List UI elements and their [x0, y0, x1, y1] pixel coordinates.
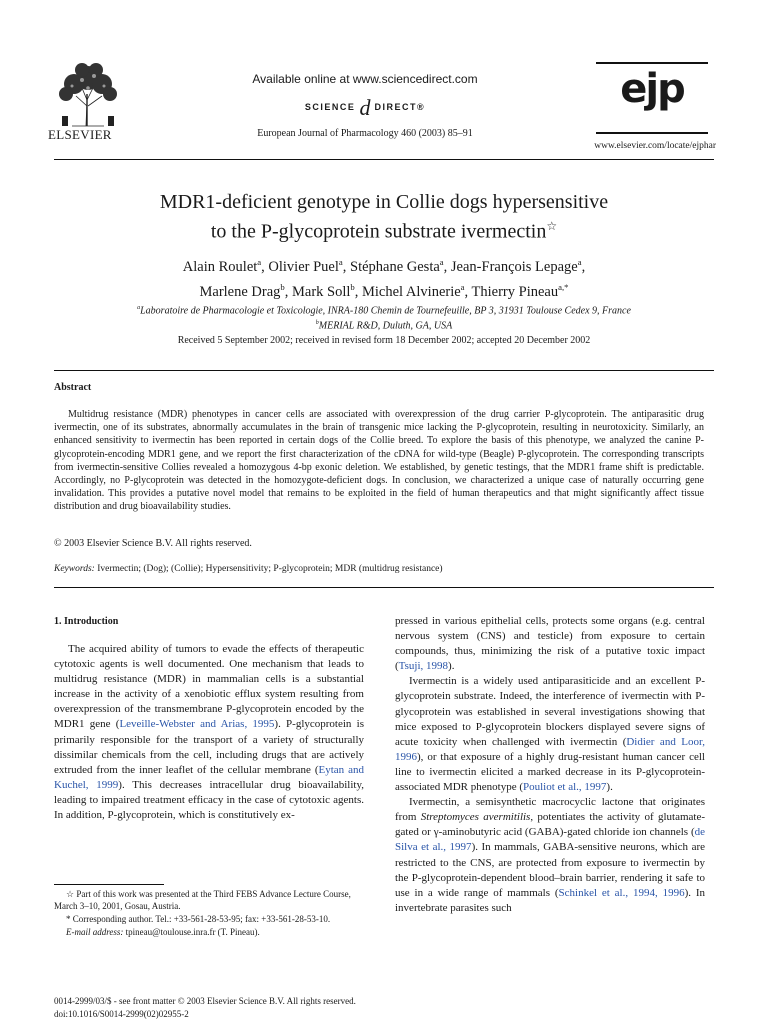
- keywords-label: Keywords:: [54, 564, 95, 574]
- affiliations: [54, 302, 714, 333]
- journal-citation: European Journal of Pharmacology 460 (2003) 85–91: [257, 128, 473, 139]
- abstract-top-divider: [54, 370, 714, 371]
- received-dates: Received 5 September 2002; received in revised form 18 December 2002; accepted 20 December 2002: [177, 335, 591, 346]
- affiliation-b: MERIAL R&D, Duluth, GA, USA: [318, 320, 453, 332]
- page-footer: [54, 995, 356, 1020]
- paragraph: Ivermectin is a widely used antiparasiticide and an excellent P-glycoprotein substrate. Indeed, the interference of ivermectin with P-glycoprotein was established in several investigations showing that mice exposed to P-glycoprotein blockers displayed severe signs of acute toxicity when challenged with ivermectin (Didier and Loor, 1996), or that exposure of a highly drug-resistant human cancer cell line to ivermectin elicited a marked decrease in its P-glycoprotein-associated MDR phenotype (Pouliot et al., 1997).: [395, 675, 705, 794]
- sd-mark: ®: [416, 102, 426, 112]
- sd-left: SCIENCE: [304, 102, 356, 112]
- citation-link[interactable]: Leveille-Webster and Arias, 1995: [119, 718, 275, 731]
- author-affiliation-mark: a: [460, 281, 465, 292]
- citation-link[interactable]: de Silva et al., 1997: [395, 826, 705, 854]
- issn-line: 0014-2999/03/$ - see front matter © 2003 Elsevier Science B.V. All rights reserved.: [54, 996, 356, 1006]
- author-affiliation-mark: b: [280, 281, 285, 292]
- title-line-2: to the P-glycoprotein substrate ivermectin: [210, 220, 547, 243]
- abstract-body: Multidrug resistance (MDR) phenotypes in cancer cells are associated with overexpression of the drug carrier P-glycoprotein. The antiparasitic drug ivermectin, one of its substrates, abnormally accumulates in the brain of transgenic mice lacking the P-glycoprotein, resulting in neurotoxicity. Similarly, an enhanced sensitivity to ivermectin has been reported in certain dogs of the Collie breed. To explore the basis of this phenotype, we analyzed the canine P-glycoprotein-encoding MDR1 gene, and we report the first characterization of the cDNA for wild-type (Beagle) P-glycoprotein. The corresponding transcripts from ivermectin-sensitive Collies revealed a homozygous 4-bp exonic deletion. We established, by genetic testings, that the MDR1 frame shift is predictable. Accordingly, no P-glycoprotein was detected in the homozygote-deficient dogs. In conclusion, we characterized a unique case of naturally occurring gene invalidation. This provides a putative novel model that remains to be exploited in the field of human therapeutics and that might significantly affect tissue distribution and drug bioavailability studies.: [54, 409, 704, 513]
- citation-link[interactable]: Eytan and Kuchel, 1999: [54, 763, 364, 791]
- abstract-copyright: © 2003 Elsevier Science B.V. All rights reserved.: [54, 538, 252, 549]
- author-name[interactable]: Olivier Puel: [268, 258, 339, 275]
- citation-link[interactable]: Didier and Loor, 1996: [395, 735, 705, 763]
- publisher-name: ELSEVIER: [48, 127, 112, 142]
- paragraph: pressed in various epithelial cells, protects some organs (e.g. central nervous system (CNS) and testicle) from exposure to certain compounds, thus, minimizing the risk of a putative toxic impact (Tsuji, 1998).: [395, 615, 705, 673]
- body-top-divider: [54, 587, 714, 588]
- keywords-list: Ivermectin; (Dog); (Collie); Hypersensitivity; P-glycoprotein; MDR (multidrug resistance): [97, 564, 443, 574]
- author-name[interactable]: Alain Roulet: [182, 258, 258, 275]
- right-column: [395, 614, 705, 916]
- citation-link[interactable]: Pouliot et al., 1997: [523, 781, 607, 794]
- elsevier-tree-logo-icon: [52, 60, 124, 128]
- author-affiliation-mark: a,*: [558, 281, 569, 292]
- sd-right: DIRECT: [374, 102, 417, 112]
- affiliation-mark: a: [137, 305, 141, 311]
- sd-mid: d: [359, 95, 371, 120]
- citation-link[interactable]: Tsuji, 1998: [398, 660, 449, 673]
- paragraph: The acquired ability of tumors to evade the effects of therapeutic cytotoxic agents is well documented. One mechanism that leads to multidrug resistance (MDR) in mammalian cells is a substantial increase in the activity of a xenobiotic efflux system resulting from overexpression of the transmembrane P-glycoprotein encoded by the MDR1 gene (Leveille-Webster and Arias, 1995). P-glycoprotein is primarily responsible for the transport of a variety of structurally dissimilar chemicals from the cell, including drugs that are actively extruded from the inner leaflet of the cellular membrane (Eytan and Kuchel, 1999). This decreases intracellular drug bioavailability, leading to impaired treatment efficacy in the case of cytotoxic agents. In addition, P-glycoprotein, which is constitutively ex-: [54, 643, 364, 822]
- author-affiliation-mark: b: [350, 281, 355, 292]
- citation-link[interactable]: Schinkel et al., 1994, 1996: [558, 886, 685, 899]
- title-star-footnote-mark[interactable]: ☆: [546, 219, 558, 233]
- author-list: Alain Roulet$^a$, Olivier Puel$^a$, Stéphane Gesta$^a$, Jean-François Lepage$^a$, Marlene Drag$^b$, Mark Soll$^b$, Michel Alvinerie$^a$, Thierry Pineau$^{a,*}$: [182, 257, 586, 300]
- author-affiliation-mark: a: [577, 257, 582, 267]
- author-name[interactable]: Marlene Drag: [199, 283, 281, 300]
- author-name[interactable]: Mark Soll: [292, 283, 351, 300]
- email-label: E-mail address:: [66, 927, 124, 937]
- left-column: [54, 642, 364, 823]
- keywords: [54, 564, 714, 574]
- email-link[interactable]: tpineau@toulouse.inra.fr (T. Pineau).: [125, 927, 260, 937]
- author-affiliation-mark: a: [439, 257, 444, 267]
- footnote-divider: [54, 884, 164, 885]
- affiliation-mark: b: [315, 320, 319, 327]
- journal-logo: ejp: [620, 66, 684, 112]
- author-name[interactable]: Stéphane Gesta: [350, 258, 440, 275]
- author-affiliation-mark: a: [338, 257, 343, 267]
- doi-line[interactable]: doi:10.1016/S0014-2999(02)02955-2: [54, 1008, 189, 1019]
- author-name[interactable]: Jean-François Lepage: [450, 258, 578, 275]
- footnote-star: ☆ Part of this work was presented at the Third FEBS Advance Lecture Course, March 3–10, 2001, Gosau, Austria.: [54, 889, 351, 911]
- species-name: Streptomyces avermitilis: [420, 811, 531, 824]
- journal-url-link[interactable]: www.elsevier.com/locate/ejphar: [594, 141, 716, 151]
- footnote-corresponding: * Corresponding author. Tel.: +33-561-28-53-95; fax: +33-561-28-53-10.: [66, 914, 331, 924]
- author-name[interactable]: Thierry Pineau: [471, 283, 559, 300]
- available-online-link[interactable]: Available online at www.sciencedirect.com: [252, 72, 478, 86]
- sciencedirect-logo: [200, 95, 530, 121]
- abstract-heading: Abstract: [54, 382, 92, 393]
- paragraph: Ivermectin, a semisynthetic macrocyclic lactone that originates from Streptomyces avermitilis, potentiates the activity of glutamate-gated or γ-aminobutyric acid (GABA)-gated chloride ion channels (de Silva et al., 1997). In mammals, GABA-sensitive neurons, which are restricted to the CNS, are protected from exposure to ivermectin by the P-glycoprotein-dependent blood–brain barrier, rendering it safe to use in a wide range of mammals (Schinkel et al., 1994, 1996). In invertebrate parasites such: [395, 796, 706, 914]
- section-heading-introduction: 1. Introduction: [54, 616, 119, 627]
- footnotes: [54, 888, 364, 939]
- title-line-1: MDR1-deficient genotype in Collie dogs hypersensitive: [159, 191, 609, 213]
- article-title: [54, 190, 714, 244]
- author-affiliation-mark: a: [257, 257, 262, 267]
- author-name[interactable]: Michel Alvinerie: [362, 283, 461, 300]
- affiliation-a: Laboratoire de Pharmacologie et Toxicologie, INRA-180 Chemin de Tournefeuille, BP 3, 31931 Toulouse Cedex 9, France: [140, 305, 631, 317]
- header-divider: [54, 159, 714, 160]
